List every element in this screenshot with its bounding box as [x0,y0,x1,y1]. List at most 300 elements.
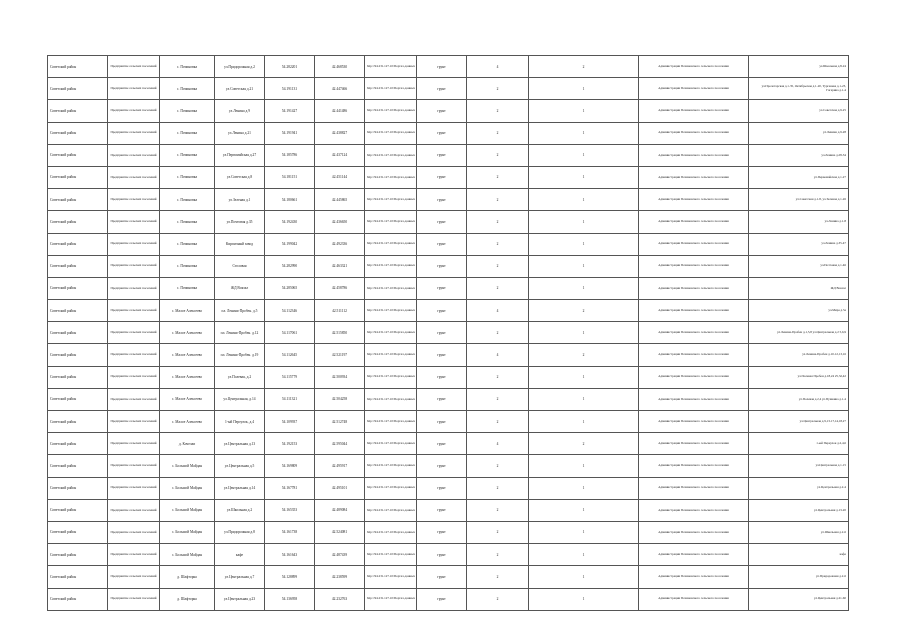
owner-cell: Администрация Починовского сельского поселения [639,499,749,521]
category-cell: Предприятие сельских поселений [108,566,160,588]
owner-cell: Администрация Починовского сельского поселения [639,388,749,410]
category-cell: Предприятие сельских поселений [108,344,160,366]
table-row [48,100,849,122]
surface-cell: грунт [417,566,467,588]
place-cell: д. Кочелаи [160,433,215,455]
place-cell: с. Починовка [160,56,215,78]
owner-cell: Администрация Починовского сельского поселения [639,78,749,100]
district-cell: Советский район [48,477,108,499]
latitude-cell: 54.282201 [265,56,315,78]
served-addresses-cell: ул.Центральная д.21-60 [749,588,849,610]
count-b-cell: 1 [529,455,639,477]
place-cell: с. Большой Майдан [160,521,215,543]
count-b-cell: 1 [529,144,639,166]
place-cell: с. Починовка [160,166,215,188]
place-cell: с. Малое Алексеево [160,344,215,366]
surface-cell: грунт [417,455,467,477]
latitude-cell: 54.167781 [265,477,315,499]
longitude-cell: 42.489084 [315,499,365,521]
address-cell: ЖД Вокзал [215,277,265,299]
surface-cell: грунт [417,433,467,455]
district-cell: Советский район [48,433,108,455]
count-b-cell: 1 [529,366,639,388]
source-cell: http://94.231.127.10/Портал-данных [365,544,417,566]
table-row [48,499,849,521]
address-cell: ул.Почтовая д.35 [215,211,265,233]
latitude-cell: 54.117061 [265,322,315,344]
address-cell: пл. Ленина-Пробен. д.19 [215,344,265,366]
table-row [48,544,849,566]
count-b-cell: 1 [529,78,639,100]
place-cell: с. Большой Майдан [160,477,215,499]
latitude-cell: 54.282990 [265,255,315,277]
longitude-cell: 42.438827 [315,122,365,144]
latitude-cell: 54.199042 [265,233,315,255]
served-addresses-cell: ул.Полевая Пробен д.18,24 25,32,42 [749,366,849,388]
served-addresses-cell: ул.Ленина-Пробен д.10-12,13,16 [749,344,849,366]
longitude-cell: 42.445865 [315,189,365,211]
count-b-cell: 1 [529,388,639,410]
place-cell: с. Малое Алексеево [160,366,215,388]
source-cell: http://94.231.127.10/Портал-данных [365,455,417,477]
category-cell: Предприятие сельских поселений [108,455,160,477]
longitude-cell: 42.487439 [315,544,365,566]
served-addresses-cell: ул.Ленина д.28-34 [749,144,849,166]
surface-cell: грунт [417,544,467,566]
address-cell: ул.Полевая, д.2 [215,366,265,388]
latitude-cell: 54.161738 [265,521,315,543]
served-addresses-cell: 1-ый Переулок д.2,4,6 [749,433,849,455]
place-cell: с. Малое Алексеево [160,300,215,322]
place-cell: с. Починовка [160,255,215,277]
count-b-cell: 1 [529,521,639,543]
source-cell: http://94.231.127.10/Портал-данных [365,344,417,366]
table-row [48,233,849,255]
count-a-cell: 4 [467,433,529,455]
count-b-cell: 1 [529,499,639,521]
count-b-cell: 1 [529,122,639,144]
category-cell: Предприятие сельских поселений [108,388,160,410]
district-cell: Советский район [48,166,108,188]
latitude-cell: 54.112645 [265,344,315,366]
count-b-cell: 1 [529,544,639,566]
longitude-cell: 42.437124 [315,144,365,166]
count-a-cell: 2 [467,521,529,543]
table-row [48,122,849,144]
count-b-cell: 1 [529,100,639,122]
place-cell: с. Малое Алексеево [160,322,215,344]
count-a-cell: 2 [467,366,529,388]
address-cell: ул.Ленина д.21 [215,122,265,144]
district-cell: Советский район [48,521,108,543]
count-a-cell: 2 [467,388,529,410]
place-cell: с. Малое Алексеево [160,388,215,410]
address-cell: ул.Центральная д.7 [215,566,265,588]
count-a-cell: 2 [467,544,529,566]
district-cell: Советский район [48,366,108,388]
count-a-cell: 2 [467,100,529,122]
owner-cell: Администрация Починовского сельского поселения [639,255,749,277]
surface-cell: грунт [417,211,467,233]
category-cell: Предприятие сельских поселений [108,233,160,255]
owner-cell: Администрация Починовского сельского поселения [639,544,749,566]
district-cell: Советский район [48,344,108,366]
category-cell: Предприятие сельских поселений [108,477,160,499]
served-addresses-cell: ул.Придорожная д.2-6 [749,566,849,588]
surface-cell: грунт [417,255,467,277]
count-b-cell: 1 [529,233,639,255]
source-cell: http://94.231.127.10/Портал-данных [365,366,417,388]
district-cell: Советский район [48,388,108,410]
latitude-cell: 54.128899 [265,566,315,588]
count-a-cell: 2 [467,166,529,188]
table-row [48,388,849,410]
address-cell: ул.Центральная д.23 [215,588,265,610]
district-cell: Советский район [48,233,108,255]
place-cell: с. Малое Алексеево [160,411,215,433]
count-a-cell: 2 [467,322,529,344]
district-cell: Советский район [48,411,108,433]
district-cell: Советский район [48,455,108,477]
latitude-cell: 54.169809 [265,455,315,477]
category-cell: Предприятие сельских поселений [108,411,160,433]
longitude-cell: 42.511112 [315,300,365,322]
table-row [48,455,849,477]
owner-cell: Администрация Починовского сельского поселения [639,588,749,610]
category-cell: Предприятие сельских поселений [108,144,160,166]
count-a-cell: 4 [467,344,529,366]
district-cell: Советский район [48,544,108,566]
latitude-cell: 54.285065 [265,277,315,299]
surface-cell: грунт [417,277,467,299]
address-cell: ул.Советская д.21 [215,78,265,100]
latitude-cell: 54.185786 [265,144,315,166]
place-cell: с. Большой Майдан [160,455,215,477]
latitude-cell: 54.192153 [265,433,315,455]
district-cell: Советский район [48,122,108,144]
latitude-cell: 54.165353 [265,499,315,521]
address-cell: ул.Зеленая д.1 [215,189,265,211]
served-addresses-cell: кафе [749,544,849,566]
district-cell: Советский район [48,588,108,610]
count-a-cell: 2 [467,233,529,255]
address-cell: ул.Центральная, д.14 [215,388,265,410]
address-cell: ул.Центральная д.14 [215,477,265,499]
category-cell: Предприятие сельских поселений [108,100,160,122]
category-cell: Предприятие сельских поселений [108,255,160,277]
table-row [48,189,849,211]
district-cell: Советский район [48,78,108,100]
district-cell: Советский район [48,211,108,233]
count-b-cell: 1 [529,189,639,211]
table-row [48,344,849,366]
address-cell: пл. Ленина-Пробен. д.12 [215,322,265,344]
served-addresses-cell: ул.Первомайская д.1-27 [749,166,849,188]
latitude-cell: 54.191131 [265,78,315,100]
count-b-cell: 1 [529,211,639,233]
latitude-cell: 54.192430 [265,211,315,233]
category-cell: Предприятие сельских поселений [108,122,160,144]
source-cell: http://94.231.127.10/Портал-данных [365,566,417,588]
address-cell: пл. Ленина-Пробен. д.5 [215,300,265,322]
count-b-cell: 2 [529,344,639,366]
count-b-cell: 1 [529,166,639,188]
table-row [48,588,849,610]
category-cell: Предприятие сельских поселений [108,300,160,322]
longitude-cell: 42.521197 [315,344,365,366]
owner-cell: Администрация Починовского сельского поселения [639,189,749,211]
district-cell: Советский район [48,322,108,344]
count-b-cell: 1 [529,322,639,344]
category-cell: Предприятие сельских поселений [108,211,160,233]
address-cell: Столовая [215,255,265,277]
source-cell: http://94.231.127.10/Портал-данных [365,56,417,78]
address-cell: ул.Придорожная д.2 [215,56,265,78]
category-cell: Предприятие сельских поселений [108,166,160,188]
count-b-cell: 1 [529,477,639,499]
count-b-cell: 1 [529,277,639,299]
owner-cell: Администрация Починовского сельского поселения [639,211,749,233]
source-cell: http://94.231.127.10/Портал-данных [365,189,417,211]
owner-cell: Администрация Починовского сельского поселения [639,477,749,499]
address-cell: 1-ый Переулок, д.4 [215,411,265,433]
longitude-cell: 42.447466 [315,78,365,100]
served-addresses-cell: ул.Советская д.9-25 [749,100,849,122]
count-b-cell: 2 [529,300,639,322]
owner-cell: Администрация Починовского сельского поселения [639,566,749,588]
address-cell: ул.Центральная д.5 [215,455,265,477]
surface-cell: грунт [417,144,467,166]
place-cell: с. Починовка [160,122,215,144]
table-row [48,521,849,543]
source-cell: http://94.231.127.10/Портал-данных [365,122,417,144]
surface-cell: грунт [417,78,467,100]
source-cell: http://94.231.127.10/Портал-данных [365,322,417,344]
served-addresses-cell: ул.Школьная д.2-6 [749,521,849,543]
district-cell: Советский район [48,255,108,277]
source-cell: http://94.231.127.10/Портал-данных [365,233,417,255]
category-cell: Предприятие сельских поселений [108,78,160,100]
category-cell: Предприятие сельских поселений [108,322,160,344]
latitude-cell: 54.136958 [265,588,315,610]
longitude-cell: 42.463321 [315,255,365,277]
address-cell: ул.Школьная д.2 [215,499,265,521]
count-a-cell: 2 [467,122,529,144]
owner-cell: Администрация Починовского сельского поселения [639,277,749,299]
district-cell: Советский район [48,144,108,166]
surface-cell: грунт [417,233,467,255]
owner-cell: Администрация Починовского сельского поселения [639,166,749,188]
owner-cell: Администрация Починовского сельского поселения [639,411,749,433]
place-cell: с. Большой Майдан [160,499,215,521]
category-cell: Предприятие сельских поселений [108,366,160,388]
count-a-cell: 2 [467,277,529,299]
place-cell: с. Починовка [160,189,215,211]
latitude-cell: 54.161643 [265,544,315,566]
served-addresses-cell: ул.Ленина д.35-47 [749,233,849,255]
category-cell: Предприятие сельских поселений [108,277,160,299]
latitude-cell: 54.111321 [265,388,315,410]
category-cell: Предприятие сельских поселений [108,588,160,610]
place-cell: с. Починовка [160,211,215,233]
served-addresses-cell: ул.Пролетарская д.1-35, Октябрьская д.1-20, Тургенева д.1-23, Гагарина д.1-4 [749,78,849,100]
source-cell: http://94.231.127.10/Портал-данных [365,166,417,188]
surface-cell: грунт [417,322,467,344]
served-addresses-cell: ул.Ленина д.9-28 [749,122,849,144]
source-cell: http://94.231.127.10/Портал-данных [365,78,417,100]
surface-cell: грунт [417,56,467,78]
surface-cell: грунт [417,166,467,188]
count-a-cell: 2 [467,255,529,277]
category-cell: Предприятие сельских поселений [108,189,160,211]
longitude-cell: 42.495917 [315,455,365,477]
count-b-cell: 1 [529,411,639,433]
surface-cell: грунт [417,344,467,366]
owner-cell: Администрация Починовского сельского поселения [639,433,749,455]
owner-cell: Администрация Починовского сельского поселения [639,144,749,166]
longitude-cell: 42.441486 [315,100,365,122]
source-cell: http://94.231.127.10/Портал-данных [365,477,417,499]
served-addresses-cell: ул.Центральная д.9,13-17,14,18,27 [749,411,849,433]
district-cell: Советский район [48,499,108,521]
table-row [48,78,849,100]
served-addresses-cell: ул.Центральная д.1-15 [749,455,849,477]
owner-cell: Администрация Починовского сельского поселения [639,300,749,322]
table-body [48,56,849,611]
longitude-cell: 42.436650 [315,211,365,233]
surface-cell: грунт [417,300,467,322]
owner-cell: Администрация Починовского сельского поселения [639,100,749,122]
place-cell: с. Починовка [160,277,215,299]
category-cell: Предприятие сельских поселений [108,56,160,78]
source-cell: http://94.231.127.10/Портал-данных [365,211,417,233]
district-cell: Советский район [48,300,108,322]
count-a-cell: 2 [467,189,529,211]
source-cell: http://94.231.127.10/Портал-данных [365,588,417,610]
table-row [48,277,849,299]
table-row [48,366,849,388]
address-cell: ул.Советская д.8 [215,166,265,188]
surface-cell: грунт [417,366,467,388]
owner-cell: Администрация Починовского сельского поселения [639,344,749,366]
district-cell: Советский район [48,100,108,122]
surface-cell: грунт [417,499,467,521]
surface-cell: грунт [417,521,467,543]
count-a-cell: 2 [467,499,529,521]
surface-cell: грунт [417,588,467,610]
count-a-cell: 2 [467,588,529,610]
longitude-cell: 42.468530 [315,56,365,78]
surface-cell: грунт [417,388,467,410]
count-a-cell: 2 [467,411,529,433]
surface-cell: грунт [417,122,467,144]
count-a-cell: 2 [467,477,529,499]
count-a-cell: 2 [467,78,529,100]
source-cell: http://94.231.127.10/Портал-данных [365,255,417,277]
owner-cell: Администрация Починовского сельского поселения [639,56,749,78]
category-cell: Предприятие сельских поселений [108,433,160,455]
category-cell: Предприятие сельских поселений [108,521,160,543]
latitude-cell: 54.191941 [265,122,315,144]
surface-cell: грунт [417,477,467,499]
longitude-cell: 42.458786 [315,277,365,299]
data-table [47,55,849,611]
table-row [48,211,849,233]
count-a-cell: 2 [467,144,529,166]
place-cell: с. Починовка [160,144,215,166]
served-addresses-cell: ул.Ленина д.1-8 [749,211,849,233]
latitude-cell: 54.191427 [265,100,315,122]
served-addresses-cell: ул.Школьная д.8-24 [749,56,849,78]
latitude-cell: 54.115779 [265,366,315,388]
district-cell: Советский район [48,277,108,299]
source-cell: http://94.231.127.10/Портал-данных [365,100,417,122]
source-cell: http://94.231.127.10/Портал-данных [365,499,417,521]
count-b-cell: 2 [529,433,639,455]
count-b-cell: 1 [529,566,639,588]
longitude-cell: 42.504258 [315,388,365,410]
address-cell: кафе [215,544,265,566]
latitude-cell: 54.112346 [265,300,315,322]
served-addresses-cell: ул.Ленина-Пробен д.1,5,8 ул.Центральная д.2 5,6,9 [749,322,849,344]
longitude-cell: 42.451144 [315,166,365,188]
count-b-cell: 1 [529,588,639,610]
source-cell: http://94.231.127.10/Портал-данных [365,300,417,322]
longitude-cell: 42.492336 [315,233,365,255]
served-addresses-cell: ул.Центральная д.13-20 [749,499,849,521]
place-cell: д. Шафторка [160,566,215,588]
longitude-cell: 42.238599 [315,566,365,588]
place-cell: с. Починовка [160,233,215,255]
district-cell: Советский район [48,56,108,78]
district-cell: Советский район [48,566,108,588]
source-cell: http://94.231.127.10/Портал-данных [365,433,417,455]
served-addresses-cell: ЖД Вокзал [749,277,849,299]
served-addresses-cell: ул.Полевая д.2,4 ул.Пушкина д.1-4 [749,388,849,410]
served-addresses-cell: ул.Центральная д.2-4 [749,477,849,499]
latitude-cell: 54.181151 [265,166,315,188]
address-cell: ул.Ленина д.9 [215,100,265,122]
surface-cell: грунт [417,100,467,122]
source-cell: http://94.231.127.10/Портал-данных [365,277,417,299]
table-row [48,166,849,188]
category-cell: Предприятие сельских поселений [108,544,160,566]
source-cell: http://94.231.127.10/Портал-данных [365,521,417,543]
count-a-cell: 2 [467,566,529,588]
owner-cell: Администрация Починовского сельского поселения [639,322,749,344]
longitude-cell: 42.495101 [315,477,365,499]
owner-cell: Администрация Починовского сельского поселения [639,366,749,388]
table-row [48,411,849,433]
longitude-cell: 42.512748 [315,411,365,433]
source-cell: http://94.231.127.10/Портал-данных [365,411,417,433]
place-cell: д. Шафторка [160,588,215,610]
table-row [48,144,849,166]
served-addresses-cell: ул.Мира д.5а [749,300,849,322]
address-cell: ул.Первомайская д.27 [215,144,265,166]
owner-cell: Администрация Починовского сельского поселения [639,521,749,543]
address-cell: Кирпичный завод [215,233,265,255]
count-a-cell: 2 [467,455,529,477]
count-a-cell: 4 [467,300,529,322]
source-cell: http://94.231.127.10/Портал-данных [365,144,417,166]
place-cell: с. Починовка [160,100,215,122]
latitude-cell: 54.180661 [265,189,315,211]
table-row [48,56,849,78]
served-addresses-cell: ул.Почтовая д.1-46 [749,255,849,277]
latitude-cell: 54.109937 [265,411,315,433]
longitude-cell: 42.232763 [315,588,365,610]
